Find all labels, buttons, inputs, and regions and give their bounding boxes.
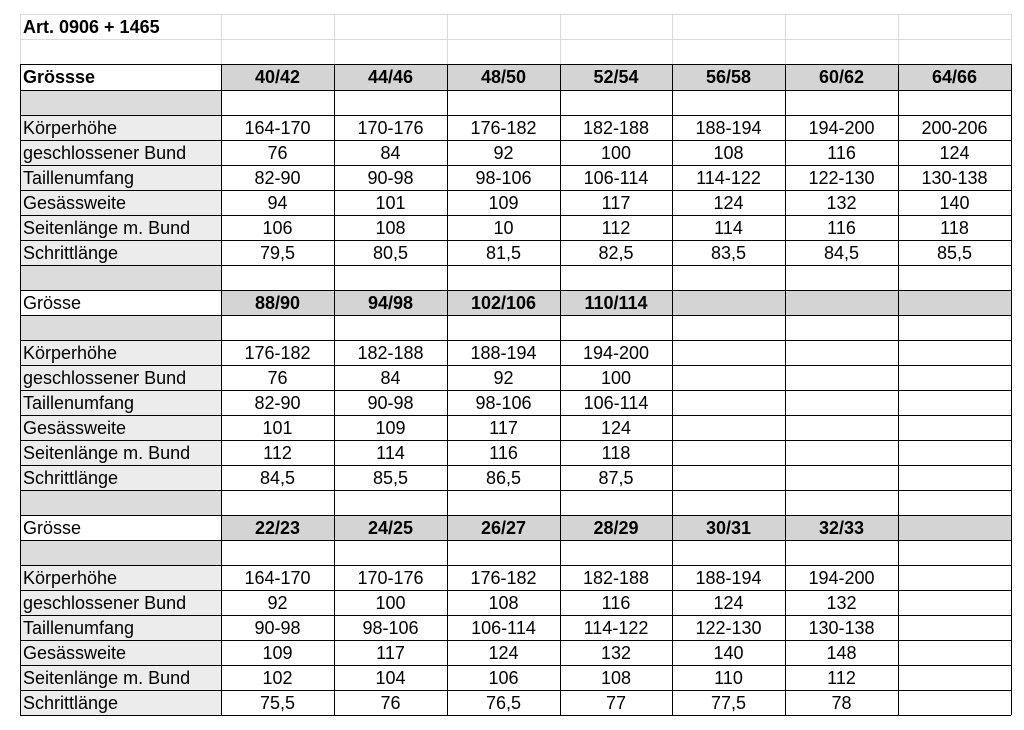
measurement-value-cell: 118: [601, 442, 631, 463]
measurement-value-cell: 194-200: [582, 342, 650, 363]
measurement-value-cell: 109: [262, 642, 293, 663]
measurement-value-cell: 112: [263, 442, 292, 463]
measurement-value-cell: 108: [713, 142, 744, 163]
measurement-value-cell: 98-106: [475, 167, 532, 188]
measurement-value-cell: 106-114: [583, 167, 649, 188]
measurement-value-cell: 81,5: [485, 242, 522, 263]
table-border-horizontal: [20, 490, 1011, 491]
measurement-value-cell: 124: [488, 642, 519, 663]
measurement-value-cell: 106: [488, 667, 519, 688]
measurement-value-cell: 84: [380, 367, 401, 388]
size-header-cell: 44/46: [367, 67, 414, 87]
measurement-value-cell: 75,5: [259, 692, 296, 713]
measurement-value-cell: 83,5: [710, 242, 747, 263]
measurement-value-cell: 108: [488, 592, 519, 613]
measurement-value-cell: 106: [262, 217, 293, 238]
measurement-value-cell: 84,5: [823, 242, 860, 263]
measurement-value-cell: [898, 665, 1011, 690]
measurement-value-cell: 122-130: [808, 167, 875, 188]
size-header-cell: 32/33: [818, 517, 865, 538]
size-header-cell: 48/50: [480, 67, 527, 87]
measurement-label: Körperhöhe: [23, 342, 118, 363]
measurement-value-cell: 176-182: [244, 342, 311, 363]
measurement-value-cell: [898, 615, 1011, 640]
measurement-value-cell: [898, 340, 1011, 365]
measurement-value-cell: 124: [713, 192, 744, 213]
measurement-value-cell: [785, 415, 898, 440]
table-border-vertical: [1011, 64, 1012, 715]
measurement-value-cell: 90-98: [254, 617, 301, 638]
table-border-horizontal: [20, 715, 1011, 716]
measurement-value-cell: 82-90: [254, 167, 301, 188]
label-filler-cell: [20, 90, 221, 115]
size-header-cell: 60/62: [818, 67, 865, 87]
section-size-label: Grösse: [23, 292, 82, 313]
measurement-label: Seitenlänge m. Bund: [23, 667, 191, 688]
measurement-value-cell: 188-194: [695, 117, 762, 138]
size-header-cell: 30/31: [705, 517, 752, 538]
measurement-value-cell: 140: [939, 192, 970, 213]
measurement-value-cell: 101: [375, 192, 406, 213]
measurement-value-cell: 112: [601, 217, 631, 238]
measurement-label: Schrittlänge: [23, 242, 119, 263]
measurement-value-cell: [672, 415, 785, 440]
measurement-value-cell: 117: [489, 417, 518, 438]
size-header-cell: 88/90: [254, 292, 301, 313]
measurement-value-cell: 85,5: [372, 467, 409, 488]
measurement-label: Taillenumfang: [23, 617, 135, 638]
measurement-value-cell: 77: [605, 692, 627, 713]
measurement-value-cell: 188-194: [470, 342, 537, 363]
measurement-value-cell: 124: [600, 417, 632, 438]
measurement-value-cell: 101: [262, 417, 293, 438]
measurement-value-cell: 86,5: [485, 467, 522, 488]
measurement-label: Taillenumfang: [23, 167, 135, 188]
measurement-value-cell: 117: [601, 192, 631, 213]
label-filler-cell: [20, 265, 221, 290]
measurement-value-cell: [672, 340, 785, 365]
measurement-value-cell: [898, 640, 1011, 665]
measurement-value-cell: [785, 340, 898, 365]
measurement-value-cell: [898, 415, 1011, 440]
measurement-value-cell: 76: [267, 142, 288, 163]
measurement-value-cell: 132: [826, 192, 857, 213]
measurement-value-cell: 194-200: [808, 567, 875, 588]
measurement-value-cell: 176-182: [470, 567, 537, 588]
measurement-value-cell: 170-176: [357, 567, 424, 588]
measurement-value-cell: 92: [267, 592, 288, 613]
measurement-value-cell: 92: [493, 367, 514, 388]
size-header-cell: 24/25: [367, 517, 414, 538]
measurement-value-cell: 130-138: [808, 617, 875, 638]
measurement-value-cell: 116: [827, 142, 856, 163]
measurement-value-cell: 106-114: [583, 392, 649, 413]
size-header-cell: 102/106: [470, 292, 537, 313]
size-header-cell: 26/27: [480, 517, 527, 538]
measurement-value-cell: 100: [600, 142, 632, 163]
measurement-value-cell: [672, 465, 785, 490]
measurement-value-cell: 114-122: [696, 167, 761, 188]
measurement-value-cell: 92: [493, 142, 514, 163]
measurement-value-cell: 109: [488, 192, 519, 213]
measurement-value-cell: 164-170: [244, 567, 311, 588]
measurement-value-cell: 80,5: [372, 242, 409, 263]
measurement-label: Körperhöhe: [23, 567, 118, 588]
measurement-value-cell: 106-114: [471, 617, 536, 638]
measurement-value-cell: 118: [940, 217, 969, 238]
measurement-value-cell: [672, 365, 785, 390]
measurement-value-cell: 104: [375, 667, 406, 688]
measurement-value-cell: 140: [713, 642, 744, 663]
measurement-value-cell: 100: [600, 367, 632, 388]
section-size-label: Grössse: [23, 67, 96, 87]
measurement-value-cell: 200-206: [921, 117, 988, 138]
measurement-value-cell: 112: [827, 667, 856, 688]
measurement-value-cell: [785, 465, 898, 490]
measurement-value-cell: 116: [601, 592, 631, 613]
measurement-value-cell: 78: [831, 692, 852, 713]
measurement-value-cell: 102: [262, 667, 293, 688]
size-header-cell: 56/58: [705, 67, 752, 87]
measurement-value-cell: 114: [376, 442, 405, 463]
measurement-value-cell: 124: [713, 592, 744, 613]
measurement-value-cell: [898, 440, 1011, 465]
measurement-value-cell: 170-176: [357, 117, 424, 138]
measurement-value-cell: [898, 390, 1011, 415]
size-header-cell: 64/66: [931, 67, 978, 87]
size-header-cell: 52/54: [593, 67, 639, 87]
measurement-value-cell: 77,5: [710, 692, 747, 713]
size-header-cell: [898, 515, 1011, 540]
measurement-value-cell: 98-106: [362, 617, 419, 638]
measurement-value-cell: [672, 440, 785, 465]
label-filler-cell: [20, 315, 221, 340]
size-header-cell: 110/114: [584, 292, 648, 313]
measurement-value-cell: 87,5: [598, 467, 634, 488]
measurement-label: Seitenlänge m. Bund: [23, 442, 191, 463]
measurement-label: geschlossener Bund: [23, 142, 187, 163]
sheet-title: Art. 0906 + 1465: [23, 16, 160, 37]
measurement-value-cell: [898, 365, 1011, 390]
measurement-value-cell: 76: [267, 367, 288, 388]
measurement-value-cell: 114-122: [583, 617, 649, 638]
table-border-horizontal: [20, 315, 1011, 316]
measurement-value-cell: [785, 365, 898, 390]
measurement-value-cell: 132: [600, 642, 632, 663]
label-filler-cell: [20, 540, 221, 565]
measurement-value-cell: 94: [267, 192, 288, 213]
measurement-label: geschlossener Bund: [23, 367, 187, 388]
section-size-label: Grösse: [23, 517, 82, 538]
table-border-horizontal: [20, 540, 1011, 541]
size-header-cell: [898, 290, 1011, 315]
size-header-cell: 40/42: [254, 67, 301, 87]
measurement-value-cell: 116: [827, 217, 856, 238]
measurement-label: Taillenumfang: [23, 392, 135, 413]
measurement-label: Gesässweite: [23, 192, 127, 213]
measurement-value-cell: [785, 440, 898, 465]
measurement-value-cell: 82,5: [598, 242, 634, 263]
measurement-value-cell: 108: [600, 667, 632, 688]
table-border-horizontal: [20, 90, 1011, 91]
measurement-value-cell: 85,5: [936, 242, 973, 263]
table-border-horizontal: [20, 265, 1011, 266]
measurement-value-cell: [898, 690, 1011, 715]
measurement-value-cell: 194-200: [808, 117, 875, 138]
label-filler-cell: [20, 490, 221, 515]
measurement-value-cell: 90-98: [367, 392, 414, 413]
measurement-value-cell: 130-138: [921, 167, 988, 188]
measurement-value-cell: 108: [375, 217, 406, 238]
measurement-value-cell: 10: [493, 217, 514, 238]
measurement-value-cell: 90-98: [367, 167, 414, 188]
measurement-value-cell: 98-106: [475, 392, 532, 413]
measurement-value-cell: 82-90: [254, 392, 301, 413]
measurement-value-cell: 114: [714, 217, 743, 238]
measurement-value-cell: 109: [375, 417, 406, 438]
size-header-cell: [785, 290, 898, 315]
measurement-value-cell: 148: [826, 642, 857, 663]
measurement-label: geschlossener Bund: [23, 592, 187, 613]
measurement-value-cell: 124: [939, 142, 970, 163]
measurement-value-cell: [898, 565, 1011, 590]
measurement-label: Gesässweite: [23, 417, 127, 438]
measurement-value-cell: 122-130: [695, 617, 762, 638]
measurement-label: Körperhöhe: [23, 117, 118, 138]
measurement-value-cell: 84,5: [259, 467, 296, 488]
measurement-value-cell: 132: [826, 592, 857, 613]
measurement-value-cell: 79,5: [259, 242, 296, 263]
measurement-value-cell: 76,5: [485, 692, 522, 713]
measurement-value-cell: [672, 390, 785, 415]
measurement-value-cell: 188-194: [695, 567, 762, 588]
measurement-value-cell: 176-182: [470, 117, 537, 138]
measurement-label: Seitenlänge m. Bund: [23, 217, 191, 238]
measurement-label: Schrittlänge: [23, 467, 119, 488]
measurement-value-cell: 117: [376, 642, 405, 663]
measurement-value-cell: 110: [714, 667, 743, 688]
measurement-label: Gesässweite: [23, 642, 127, 663]
measurement-value-cell: [898, 465, 1011, 490]
size-header-cell: 94/98: [367, 292, 414, 313]
measurement-value-cell: 84: [380, 142, 401, 163]
measurement-value-cell: 76: [380, 692, 401, 713]
size-header-cell: [672, 290, 785, 315]
size-header-cell: 28/29: [593, 517, 639, 538]
measurement-value-cell: 182-188: [357, 342, 424, 363]
grid-line-horizontal: [20, 39, 1011, 40]
measurement-value-cell: 182-188: [582, 567, 650, 588]
measurement-value-cell: 100: [375, 592, 406, 613]
measurement-value-cell: 182-188: [582, 117, 650, 138]
size-header-cell: 22/23: [254, 517, 301, 538]
measurement-label: Schrittlänge: [23, 692, 119, 713]
measurement-value-cell: [785, 390, 898, 415]
measurement-value-cell: 164-170: [244, 117, 311, 138]
measurement-value-cell: [898, 590, 1011, 615]
measurement-value-cell: 116: [489, 442, 518, 463]
